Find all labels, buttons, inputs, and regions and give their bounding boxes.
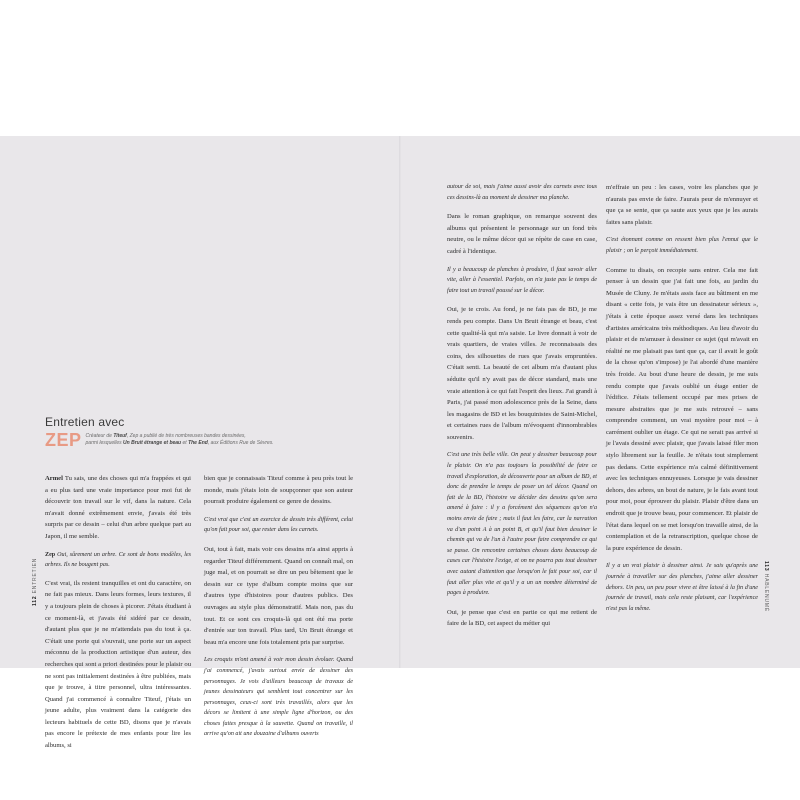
book-spread	[0, 136, 800, 750]
paragraph: C'est vrai, ils restent tranquilles et ont du caractère, on ne fait pas mieux. Dans leurs formes, leurs textures, il y a toujours plein de choses à picorer. J'étais étudiant à ce moment-là, et j'avais été sidéré par ce dessin, d'autant plus que je ne m'attendais pas du tout à ça. C'était une porte qui s'ouvrait, une porte sur un aspect méconnu de la production artistique d'un auteur, des recherches qui sont a priori destinées pour le plaisir ou ne sont pas initialement destinées à être publiées, mais que je trouve, à titre personnel, ultra intéressantes. Quand j'ai commencé à connaître Titeuf, j'étais un jeune adulte, plus vraiment dans la catégorie des lecteurs habituels de cette BD, disons que je n'avais pas encore le prétexte de mes enfants pour lire les albums, si	[45, 579, 191, 750]
page-number: 112	[32, 595, 38, 606]
speaker-zep: Zep	[45, 551, 56, 558]
desc-part: et	[181, 440, 189, 447]
page-gutter	[399, 136, 401, 668]
column-3	[447, 182, 597, 637]
paragraph: m'effraie un peu : les cases, voire les planches que je n'aurais pas envie de faire. J'aurais peur de m'ennuyer et que ça se sente, que ça saute aux yeux que je les aurais faites sans plaisir.	[606, 184, 758, 226]
paragraph-italic: Il y a beaucoup de planches à produire, il faut savoir aller vite, aller à l'essentiel. Parfois, on n'a juste pas le temps de faire tout un travail poussé sur le décor.	[447, 266, 597, 294]
column-4	[606, 182, 758, 621]
paragraph-text: Oui, sûrement un arbre. Ce sont de bons modèles, les arbres. Ils ne bougent pas.	[45, 551, 191, 569]
paragraph: bien que je connaissais Titeuf comme à peu près tout le monde, mais j'étais loin de soupçonner que son auteur pourrait produire également ce genre de dessins.	[204, 475, 353, 506]
folio-right	[763, 561, 769, 612]
author-description	[86, 433, 274, 448]
paragraph-italic: Il y a un vrai plaisir à dessiner ainsi. Je sais qu'après une journée à travailler sur des planches, j'aime aller dessiner dehors. Un peu, un peu pour vivre et être laissé à la fin d'une journée de travail, mais cela reste plaisant, car l'expérience n'est pas la même.	[606, 563, 758, 612]
interview-subject	[45, 431, 290, 449]
desc-book-title: Un Bruit étrange et beau	[123, 440, 182, 447]
desc-part: , aux Éditions Rue de Sèvres.	[207, 440, 274, 447]
desc-book-title: The End	[188, 440, 208, 447]
paragraph-italic: C'est vrai que c'est un exercice de dessin très différent, celui qu'on fait pour soi, que rester dans les carnets.	[204, 516, 353, 534]
speaker-armel: Armel	[45, 475, 63, 482]
page-number: 113	[763, 561, 769, 572]
paragraph	[45, 473, 191, 543]
paragraph-text: Tu sais, une des choses qui m'a frappées et qui a eu plus tard une vraie importance pour moi fut de découvrir ton travail sur le vif, dans la nature. Cela m'avait donné extrêmement envie, j'avais été très surpris par ce dessin – celui d'un arbre quelque part au Japon, il me semble.	[45, 475, 191, 540]
paragraph: Oui, je pense que c'est en partie ce qui me retient de faire de la BD, cet aspect du métier qui	[447, 608, 597, 628]
paragraph: Oui, tout à fait, mais voir ces dessins m'a ainsi appris à regarder Titeuf différemment. Quand on connaît mal, on juge mal, et on pourrait se dire un peu bêtement que le dessin sur ce type d'album compte moins que sur d'autres type d'histoires pour d'autres publics. Des ouvrages au style plus démonstratif. Mais non, pas du tout. Et ce sont ces croquis-là qui ont été ma porte d'entrée sur ton travail. Plus tard, Un Bruit étrange et beau m'a encore une fois totalement pris par surprise.	[204, 545, 353, 646]
section-label: HABLENUMÉ	[763, 571, 769, 612]
paragraph: Dans le roman graphique, on remarque souvent des albums qui présentent le personnage sur un fond très neutre, ou le même décor qui se répète de case en case, cadré à l'identique.	[447, 213, 597, 255]
paragraph: Comme tu disais, on recopie sans entrer. Cela me fait penser à un dessin que j'ai fait une fois, au jardin du Musée de Cluny. Je m'étais assis face au bâtiment en me disant « cette fois, je vais être un dessinateur sérieux », j'étais à cette époque assez versé dans les techniques d'artistes américains très méthodiques. Au lieu d'avoir du plaisir et de m'amuser à dessiner ce sujet (qui m'avait en réalité ne me plaisait pas tant que ça, car il avait le goût de la chose qu'on s'impose) je l'ai abordé d'une manière très froide. Au bout d'une heure de dessin, je me suis rendu compte que j'avais oublié un étage entier de l'édifice. J'étais tellement occupé par mes prises de mesure abstraites que je me suis retrouvé – sans comprendre comment, un vrai mystère pour moi – à carrément oublier un étage. Ce qui ne serait pas arrivé si je l'avais dessiné avec plaisir, que j'avais laissé filer mon stylo librement sur la feuille. Je n'étais tout simplement pas dedans. Cette expérience m'a calmé définitivement avec les techniques ennuyeuses. Lorsque je vais dessiner dehors, des arbres, un bout de nature, je le fais avant tout pour moi, pour éprouver du plaisir. Plaisir d'être dans un endroit que je trouve beau, pour commencer. Et plaisir de l'état dans lequel on se met lorsqu'on travaille ainsi, de la contemplation et de la retranscription, quelque chose de la pure expérience de dessin.	[606, 266, 758, 552]
desc-part: , Zep a publié de très nombreuses bandes dessinées,	[126, 433, 246, 439]
interview-header	[45, 415, 290, 449]
column-2	[204, 473, 353, 747]
desc-titeuf: Titeuf	[113, 433, 127, 439]
paragraph-italic: Les croquis m'ont amené à voir mon dessin évoluer. Quand j'ai commencé, j'avais surtout envie de dessiner des personnages. Je vois d'ailleurs beaucoup de travaux de jeunes dessinateurs qui semblent tout concentrer sur les personnages, ceux-ci sont très travaillés, alors que les décors se limitent à une simple ligne d'horizon, ou des choses faites presque à la sauvette. Quand on travaille, il arrive qu'on ait une douzaine d'albums ouverts	[204, 657, 353, 738]
author-name: ZEP	[45, 430, 82, 450]
folio-left	[32, 558, 38, 606]
section-label: ENTRETIEN	[32, 557, 38, 596]
paragraph-italic: autour de soi, mais j'aime aussi avoir des carnets avec tous ces dessins-là au moment de dessiner ma planche.	[447, 184, 597, 201]
paragraph	[45, 550, 191, 571]
column-1	[45, 473, 191, 759]
paragraph: Oui, je te crois. Au fond, je ne fais pas de BD, je me rends peu compte. Dans Un Bruit étrange et beau, c'est cette qualité-là qui m'a saisie. Le livre donnait à voir de vrais quartiers, de vraies villes. Je reconnaissais des coins, des silhouettes de rues que j'avais empruntées. C'était senti. La beauté de cet album m'a d'autant plus séduite qu'il n'y avait pas de décor standard, mais une vraie attention à ce qui fait l'esprit des lieux. J'ai grandi à Paris, j'ai passé mon adolescence près de la Seine, dans les magasins de BD et les bouquinistes de Saint-Michel, et certaines rues de l'album m'évoquent d'innombrables souvenirs.	[447, 306, 597, 441]
paragraph-italic: C'est une très belle ville. On peut y dessiner beaucoup pour le plaisir. On n'a pas toujours la possibilité de faire ce travail d'exploration, de découverte pour un album de BD, et donc de prendre le temps de poser un tel décor. Quand on fait de la BD, l'histoire va décider des dessins qu'on sera amené à faire : il y a forcément des séquences qu'on n'a moins envie de faire ; mais il faut les faire, car la narration va d'un point A à un point B, et qu'il faut bien dessiner le chemin qui va de l'un à l'autre pour faire comprendre ce qui se passe. On rencontre certaines choses dans beaucoup de cases car l'histoire l'exige, et on ne pourra pas tout dessiner avec autant d'attention que lorsqu'on le fait pour soi, car il faut aller plus vite et qu'il y a un un nombre déterminé de pages à produire.	[447, 452, 597, 597]
desc-part: parmi lesquelles	[85, 440, 124, 447]
interview-title: Entretien avec	[45, 415, 125, 429]
desc-part: Créateur de	[85, 433, 114, 439]
paragraph-italic: C'est étonnant comme on ressent bien plus l'ennui que le plaisir ; on le perçoit immédiatement.	[606, 237, 758, 254]
